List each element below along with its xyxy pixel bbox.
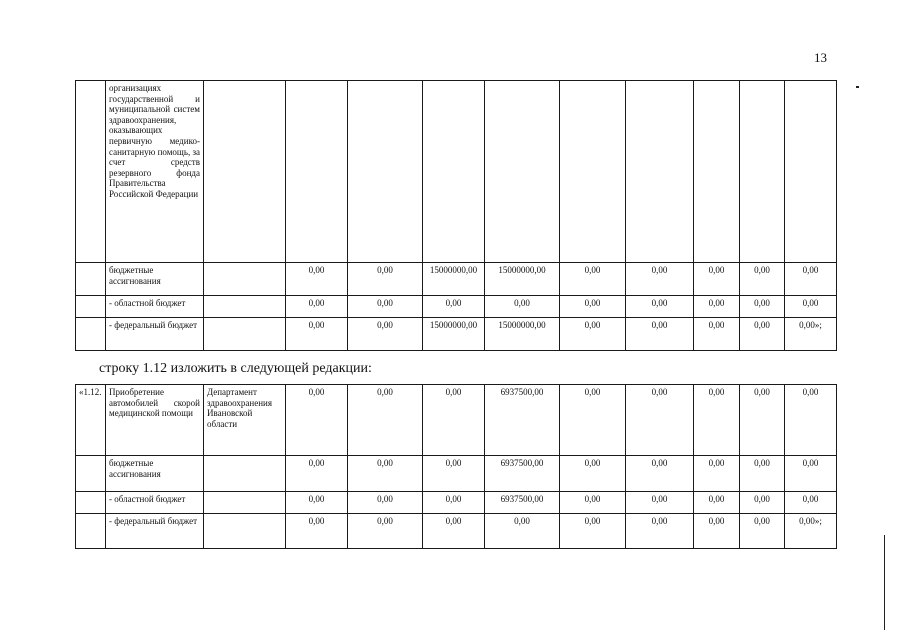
margin-dot <box>856 86 859 88</box>
value-cell: 0,00»; <box>785 318 837 351</box>
value-cell: 0,00 <box>626 263 694 296</box>
value-cell: 0,00 <box>560 492 626 514</box>
row-org-cell: Департамент здравоохранения Ивановской области <box>204 385 286 456</box>
value-cell: 0,00 <box>694 514 740 549</box>
value-cell: 0,00 <box>348 385 423 456</box>
value-cell: 15000000,00 <box>485 263 560 296</box>
value-cell: 0,00 <box>560 385 626 456</box>
value-cell: 0,00 <box>785 263 837 296</box>
value-cell: 0,00 <box>286 456 348 492</box>
row-org-cell <box>204 263 286 296</box>
row-org-cell <box>204 81 286 263</box>
value-cell: 0,00 <box>626 385 694 456</box>
value-cell: 0,00 <box>560 456 626 492</box>
table-row <box>76 296 837 318</box>
value-cell <box>626 81 694 263</box>
value-cell: 0,00 <box>560 318 626 351</box>
value-cell: 0,00 <box>626 492 694 514</box>
row-name-cell: Приобретение автомобилей скорой медицинской помощи <box>106 385 204 456</box>
value-cell <box>423 81 485 263</box>
value-cell: 0,00 <box>485 514 560 549</box>
row-name-cell: - федеральный бюджет <box>106 318 204 351</box>
value-cell: 0,00 <box>694 456 740 492</box>
value-cell: 0,00 <box>785 385 837 456</box>
row-name-cell: организациях государственной и муниципальной систем здравоохранения, оказывающих первичную медико-санитарную помощь, за счет средств резервного фонда Правительства Российской Федерации <box>106 81 204 263</box>
value-cell: 0,00 <box>740 492 785 514</box>
value-cell: 0,00 <box>626 296 694 318</box>
value-cell: 0,00 <box>694 263 740 296</box>
value-cell: 0,00 <box>348 296 423 318</box>
table-row <box>76 318 837 351</box>
value-cell: 0,00 <box>348 492 423 514</box>
value-cell: 0,00 <box>740 318 785 351</box>
value-cell: 0,00 <box>423 492 485 514</box>
row-number-cell <box>76 81 106 263</box>
margin-line <box>884 535 885 630</box>
value-cell <box>785 81 837 263</box>
value-cell <box>694 81 740 263</box>
value-cell <box>485 81 560 263</box>
value-cell: 0,00»; <box>785 514 837 549</box>
value-cell: 0,00 <box>348 514 423 549</box>
table-row <box>76 492 837 514</box>
value-cell <box>740 81 785 263</box>
row-org-cell <box>204 514 286 549</box>
row-name-cell: бюджетные ассигнования <box>106 263 204 296</box>
value-cell: 0,00 <box>740 456 785 492</box>
value-cell: 0,00 <box>626 318 694 351</box>
value-cell: 0,00 <box>740 296 785 318</box>
row-number-cell: «1.12. <box>76 385 106 456</box>
row-number-cell <box>76 296 106 318</box>
value-cell: 0,00 <box>286 514 348 549</box>
budget-table-top <box>75 80 837 351</box>
row-number-cell <box>76 263 106 296</box>
budget-table-bottom <box>75 384 837 549</box>
value-cell: 0,00 <box>694 318 740 351</box>
table-row <box>76 263 837 296</box>
table-row <box>76 81 837 263</box>
value-cell: 0,00 <box>694 296 740 318</box>
value-cell: 0,00 <box>348 263 423 296</box>
row-name-cell: бюджетные ассигнования <box>106 456 204 492</box>
value-cell: 0,00 <box>694 492 740 514</box>
value-cell <box>286 81 348 263</box>
table-row <box>76 385 837 456</box>
row-org-cell <box>204 492 286 514</box>
row-name-cell: - областной бюджет <box>106 296 204 318</box>
value-cell: 15000000,00 <box>485 318 560 351</box>
value-cell: 0,00 <box>423 296 485 318</box>
value-cell <box>560 81 626 263</box>
value-cell: 0,00 <box>286 385 348 456</box>
value-cell: 0,00 <box>286 296 348 318</box>
value-cell: 0,00 <box>626 514 694 549</box>
value-cell: 0,00 <box>485 296 560 318</box>
value-cell <box>348 81 423 263</box>
value-cell: 15000000,00 <box>423 318 485 351</box>
value-cell: 6937500,00 <box>485 456 560 492</box>
value-cell: 0,00 <box>560 514 626 549</box>
row-org-cell <box>204 456 286 492</box>
row-number-cell <box>76 492 106 514</box>
amendment-caption: строку 1.12 изложить в следующей редакции: <box>99 361 372 376</box>
value-cell: 0,00 <box>694 385 740 456</box>
value-cell: 0,00 <box>740 263 785 296</box>
value-cell: 0,00 <box>286 318 348 351</box>
value-cell: 0,00 <box>740 385 785 456</box>
value-cell: 0,00 <box>348 318 423 351</box>
value-cell: 0,00 <box>348 456 423 492</box>
value-cell: 0,00 <box>423 514 485 549</box>
value-cell: 0,00 <box>785 296 837 318</box>
value-cell: 0,00 <box>626 456 694 492</box>
value-cell: 6937500,00 <box>485 385 560 456</box>
value-cell: 0,00 <box>560 263 626 296</box>
value-cell: 15000000,00 <box>423 263 485 296</box>
value-cell: 6937500,00 <box>485 492 560 514</box>
row-number-cell <box>76 456 106 492</box>
value-cell: 0,00 <box>286 492 348 514</box>
value-cell: 0,00 <box>286 263 348 296</box>
value-cell: 0,00 <box>785 492 837 514</box>
row-org-cell <box>204 296 286 318</box>
row-number-cell <box>76 514 106 549</box>
row-name-cell: - областной бюджет <box>106 492 204 514</box>
table-row <box>76 514 837 549</box>
row-org-cell <box>204 318 286 351</box>
table-row <box>76 456 837 492</box>
row-number-cell <box>76 318 106 351</box>
value-cell: 0,00 <box>423 456 485 492</box>
value-cell: 0,00 <box>785 456 837 492</box>
page-number: 13 <box>814 50 827 65</box>
value-cell: 0,00 <box>423 385 485 456</box>
row-name-cell: - федеральный бюджет <box>106 514 204 549</box>
value-cell: 0,00 <box>560 296 626 318</box>
value-cell: 0,00 <box>740 514 785 549</box>
